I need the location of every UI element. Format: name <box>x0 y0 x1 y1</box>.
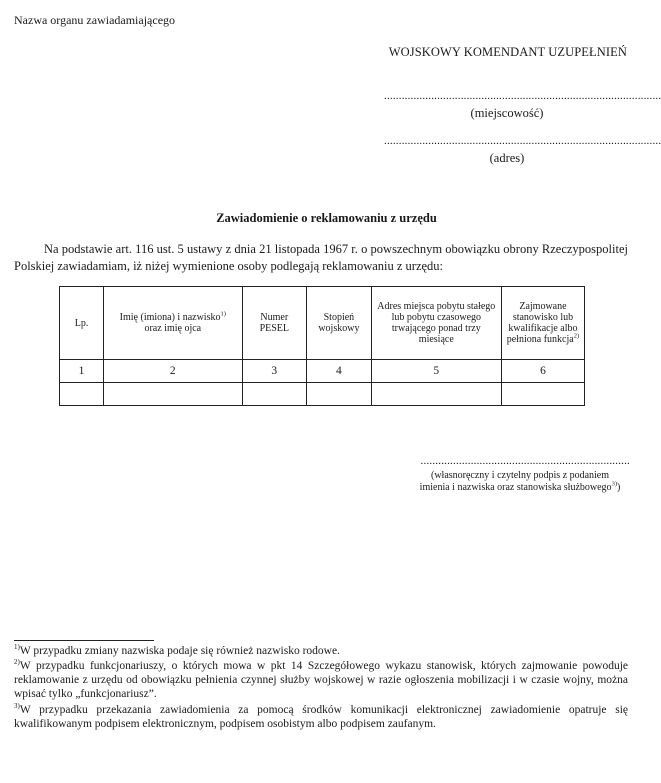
table-row[interactable] <box>60 383 585 406</box>
persons-table <box>59 286 585 406</box>
column-number: 6 <box>501 360 584 383</box>
position-cell[interactable] <box>501 383 584 406</box>
footnote-3: $^{3)}$W przypadku przekazania zawiadomienia za pomocą środków komunikacji elektronicznej zawiadomienie opatruje się kwalifikowanym podpisem elektronicznym, podpisem osobistym albo podpisem zaufanym. <box>14 702 628 730</box>
signature-caption: (własnoręczny i czytelny podpis z podaniem imienia i nazwiska oraz stanowiska służbowego$^{3)}$) <box>419 470 621 493</box>
address-field-dots[interactable]: .............................................................................................. <box>384 135 661 147</box>
issuing-authority-label: Nazwa organu zawiadamiającego <box>14 13 176 27</box>
signature-field-dots[interactable]: ....................................................................... <box>420 455 630 467</box>
name-cell[interactable] <box>104 383 242 406</box>
col-header-name: Imię (imiona) i nazwisko$^{1)}$ oraz imię ojca <box>104 287 242 360</box>
footnote-separator <box>14 640 154 641</box>
rank-cell[interactable] <box>307 383 372 406</box>
place-field-dots[interactable]: .............................................................................................. <box>384 90 661 102</box>
place-caption: (miejscowość) <box>470 106 544 120</box>
lp-cell[interactable] <box>60 383 104 406</box>
table-header-row <box>60 287 585 360</box>
legal-basis-paragraph: Na podstawie art. 116 ust. 5 ustawy z dnia 21 listopada 1967 r. o powszechnym obowiązku obrony Rzeczypospolitej Polskiej zawiadamiam, iż niżej wymienione osoby podlegają reklamowaniu z urzędu: <box>14 242 628 273</box>
column-number: 5 <box>371 360 501 383</box>
column-number: 4 <box>307 360 372 383</box>
col-header-lp: Lp. <box>60 287 104 360</box>
footnote-1: $^{1)}$W przypadku zmiany nazwiska podaje się również nazwisko rodowe. <box>14 643 340 657</box>
column-number: 2 <box>104 360 242 383</box>
pesel-cell[interactable] <box>242 383 307 406</box>
address-caption: (adres) <box>489 151 525 165</box>
column-numbers-row <box>60 360 585 383</box>
col-header-rank: Stopień wojskowy <box>307 287 372 360</box>
column-number: 1 <box>60 360 104 383</box>
col-header-position: Zajmowane stanowisko lub kwalifikacje albo pełniona funkcja$^{2)}$ <box>501 287 584 360</box>
addressee-title: WOJSKOWY KOMENDANT UZUPEŁNIEŃ <box>388 45 627 59</box>
col-header-address: Adres miejsca pobytu stałego lub pobytu czasowego trwającego ponad trzy miesiące <box>371 287 501 360</box>
address-cell[interactable] <box>371 383 501 406</box>
document-title: Zawiadomienie o reklamowaniu z urzędu <box>216 211 437 225</box>
column-number: 3 <box>242 360 307 383</box>
col-header-pesel: Numer PESEL <box>242 287 307 360</box>
footnote-2: $^{2)}$W przypadku funkcjonariuszy, o których mowa w pkt 14 Szczegółowego wykazu stanowisk, których zajmowanie powoduje reklamowanie z urzędu od obowiązku pełnienia czynnej służby wojskowej w razie ogłoszenia mobilizacji i w czasie wojny, można wpisać tylko „funkcjonariusz”. <box>14 658 628 700</box>
